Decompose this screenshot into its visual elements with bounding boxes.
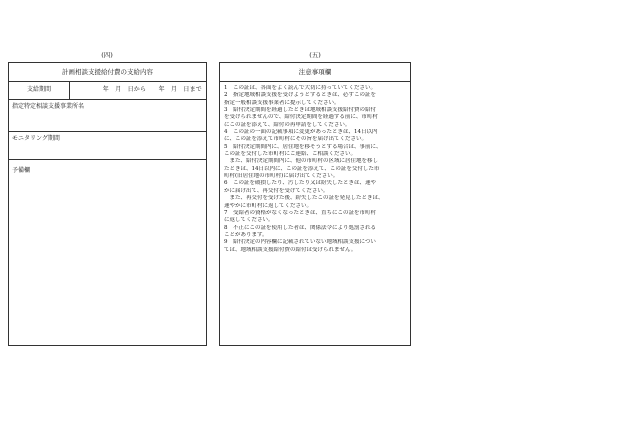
section-label-five: (五): [309, 51, 321, 59]
note-line: 8 不正にこの証を使用した者は、関係法令により処罰される: [224, 224, 377, 231]
monitoring-row: [9, 131, 206, 160]
payment-period-label: 支給期間: [9, 81, 70, 99]
note-line: に返してください。: [224, 217, 274, 224]
note-line: また、給付決定期間内に、他の市町村の区域に居住地を移し: [224, 158, 379, 165]
payment-period-row: [9, 81, 206, 100]
note-line: 6 この証を破損したり、汚したり又は紛失したときは、速や: [224, 180, 377, 187]
note-line: 9 給付決定の内容欄に記載されていない地域相談支援につい: [224, 239, 376, 246]
note-line: かに届け出て、再交付を受けてください。: [224, 187, 329, 194]
note-line: ことがあります。: [224, 231, 268, 238]
note-line: にこの証を添えて、給付の再申請をしてください。: [224, 121, 351, 128]
notes-panel: [219, 62, 411, 346]
payment-period-value: 年 月 日から 年 月 日まで: [102, 86, 202, 93]
note-line: 指定一般相談支援事業者に提示してください。: [224, 99, 340, 106]
provider-label: 指定特定相談支援事業所名: [12, 103, 85, 110]
notes-title: 注意事項欄: [220, 63, 410, 82]
note-line: この証を交付した市町村にご連絡、ご相談ください。: [224, 151, 357, 158]
note-line: 速やかに市町村に返してください。: [224, 202, 313, 209]
note-line: 5 給付決定期間内に、居住地を移そうとする場合は、事前に、: [224, 143, 382, 150]
benefit-details-title: 計画相談支援給付費の支給内容: [9, 63, 206, 82]
provider-row: [9, 99, 206, 132]
note-line: また、再交付を受けた後、紛失したこの証を発見したときは、: [224, 195, 384, 202]
note-line: を受けられませんので、給付決定期間を経過する前に、市町村: [224, 114, 378, 121]
note-line: 3 給付決定期間を経過したときは地域相談支援給付費の給付: [224, 107, 377, 114]
monitoring-label: モニタリング期間: [12, 135, 60, 142]
section-label-four: (四): [101, 51, 113, 59]
note-line: ては、地域相談支援給付費の給付は受けられません。: [224, 246, 357, 253]
note-line: に、この証を添えて市町村にその旨を届け出てください。: [224, 136, 368, 143]
note-line: 7 受給者の資格がなくなったときは、直ちにこの証を市町村: [224, 209, 377, 216]
benefit-details-panel: [8, 62, 207, 346]
note-line: 2 指定地域相談支援を受けようとするときは、必ずこの証を: [224, 92, 377, 99]
notes-list: [224, 85, 406, 254]
note-line: 1 この証は、各面をよく読んで大切に持っていてください。: [224, 85, 377, 91]
note-line: 町村(旧居住地の市町村)に届け出てください。: [224, 173, 339, 180]
remarks-label: 予備欄: [12, 167, 31, 174]
note-line: 4 この証の一面の記載事項に変更があったときは、14日以内: [224, 129, 378, 136]
note-line: たときは、14日以内に、この証を添えて、この証を交付した市: [224, 165, 380, 172]
